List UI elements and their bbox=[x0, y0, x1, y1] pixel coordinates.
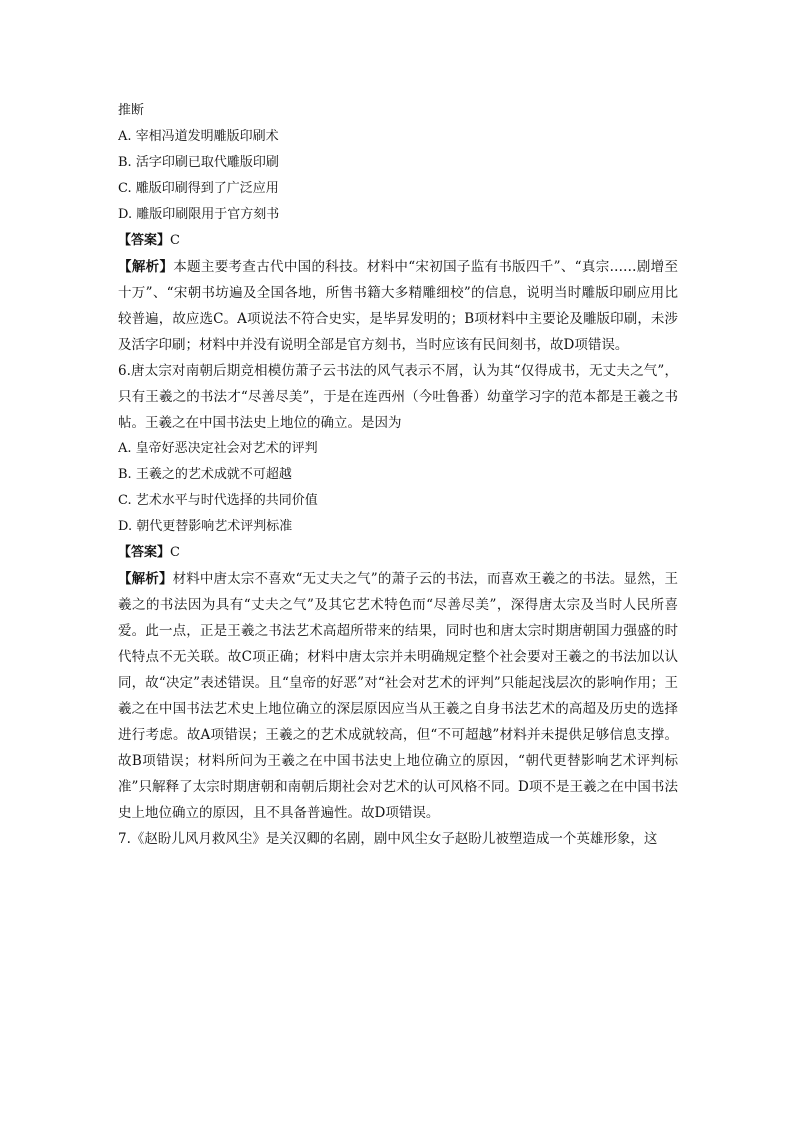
q5-analysis bbox=[118, 254, 678, 358]
answer-tag: 【答案】 bbox=[118, 233, 171, 248]
analysis-tag: 【解析】 bbox=[118, 571, 173, 587]
q6-option-b: B. 王羲之的艺术成就不可超越 bbox=[118, 467, 292, 482]
q6-option-c: C. 艺术水平与时代选择的共同价值 bbox=[118, 493, 318, 508]
q5-option-b: B. 活字印刷已取代雕版印刷 bbox=[118, 155, 279, 170]
answer-value: C bbox=[170, 233, 180, 248]
analysis-text: 材料中唐太宗不喜欢“无丈夫之气”的萧子云的书法，而喜欢王羲之的书法。显然，王羲之的书法因为具有“丈夫之气”及其它艺术特色而“尽善尽美”，深得唐太宗及当时人民所喜爱。此一点，正是王羲之书法艺术高超所带来的结果，同时也和唐太宗时期唐朝国力强盛的时代特点不无关联。故C项正确；材料中唐太宗并未明确规定整个社会要对王羲之的书法加以认同，故“决定”表述错误。且“皇帝的好恶”对“社会对艺术的评判”只能起浅层次的影响作用；王羲之在中国书法艺术史上地位确立的深层原因应当从王羲之自身书法艺术的高超及历史的选择进行考虑。故A项错误；王羲之的艺术成就较高，但“不可超越”材料并未提供足够信息支撑。故B项错误；材料所问为王羲之在中国书法史上地位确立的原因，“朝代更替影响艺术评判标准”只解释了太宗时期唐朝和南朝后期社会对艺术的认可风格不同。D项不是王羲之在中国书法史上地位确立的原因，且不具备普遍性。故D项错误。 bbox=[118, 571, 678, 821]
q5-option-c: C. 雕版印刷得到了广泛应用 bbox=[118, 181, 279, 196]
q6-answer bbox=[118, 540, 678, 566]
q6-option-d: D. 朝代更替影响艺术评判标准 bbox=[118, 519, 293, 534]
answer-value: C bbox=[170, 545, 180, 560]
q6-analysis bbox=[118, 566, 678, 826]
q5-option-a: A. 宰相冯道发明雕版印刷术 bbox=[118, 129, 279, 144]
analysis-text: 本题主要考查古代中国的科技。材料中“宋初国子监有书版四千”、“真宗……剧增至十万”、“宋朝书坊遍及全国各地，所售书籍大多精雕细校”的信息，说明当时雕版印刷应用比较普遍，故应选C。A项说法不符合史实，是毕昇发明的；B项材料中主要论及雕版印刷，未涉及活字印刷；材料中并没有说明全部是官方刻书，当时应该有民间刻书，故D项错误。 bbox=[118, 259, 678, 353]
q6-option-a: A. 皇帝好恶决定社会对艺术的评判 bbox=[118, 441, 318, 456]
analysis-tag: 【解析】 bbox=[118, 259, 174, 275]
q5-stem-tail: 推断 bbox=[118, 103, 145, 118]
q5-option-d: D. 雕版印刷限用于官方刻书 bbox=[118, 207, 280, 222]
q5-answer bbox=[118, 228, 678, 254]
q7-stem: 7.《赵盼儿风月救风尘》是关汉卿的名剧，剧中风尘女子赵盼儿被塑造成一个英雄形象，这 bbox=[118, 831, 658, 847]
document-page bbox=[118, 98, 678, 852]
answer-tag: 【答案】 bbox=[118, 545, 171, 560]
q6-stem: 6.唐太宗对南朝后期竞相模仿萧子云书法的风气表示不屑，认为其“仅得成书，无丈夫之气”，只有王羲之的书法才“尽善尽美”，于是在连西州（今吐鲁番）幼童学习字的范本都是王羲之书帖。王羲之在中国书法史上地位的确立。是因为 bbox=[118, 363, 678, 431]
